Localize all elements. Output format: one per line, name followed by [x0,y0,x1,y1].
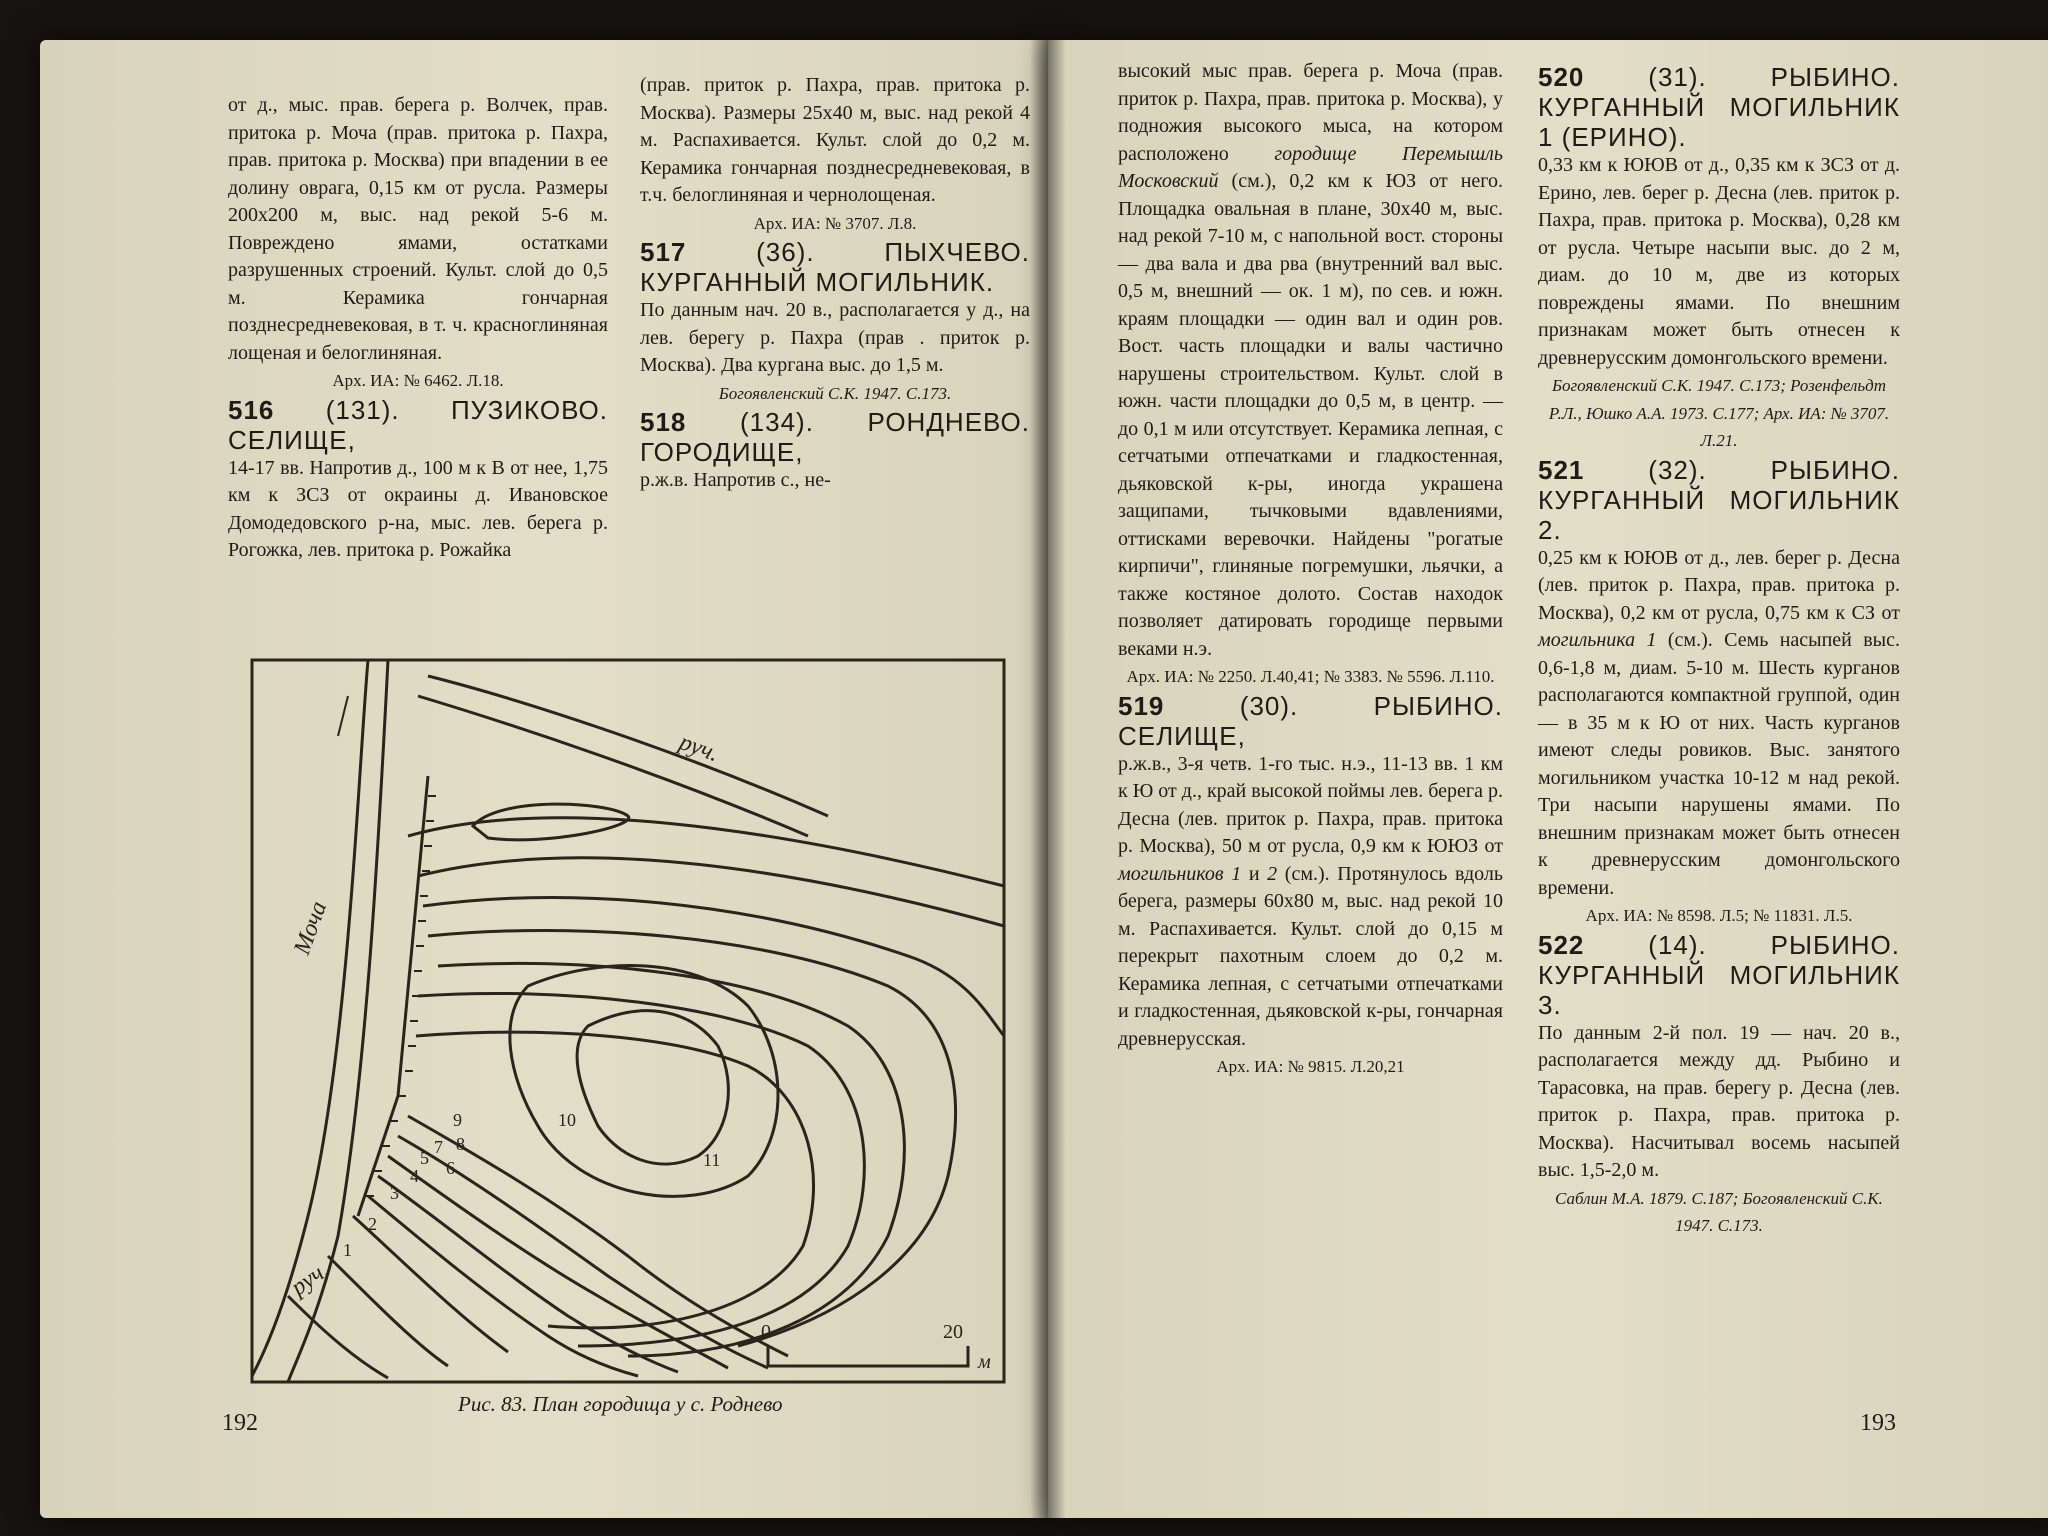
entry-heading-516 [228,395,608,455]
entry-title: (14). РЫБИНО. КУРГАННЫЙ МОГИЛЬНИК 3. [1538,929,1900,1020]
text-run-italic: 2 [1267,862,1278,885]
entry-number: 519 [1118,690,1165,721]
contour-label: 6 [446,1158,455,1178]
left-column-1 [228,92,608,565]
contour-line [473,804,629,840]
right-column-2 [1538,62,1900,1240]
map-label-stream-top: руч. [675,729,723,768]
entry-number: 521 [1538,454,1585,485]
contour-label: 9 [453,1110,462,1130]
right-column-1 [1118,58,1503,1081]
contour-label: 7 [434,1137,443,1157]
text-run: 0,25 км к ЮЮВ от д., лев. берег р. Десна (лев. приток р. Пахра, прав. притока р. Москва), 0,2 км от русла, 0,75 км к СЗ от [1538,546,1900,624]
entry-number: 522 [1538,929,1585,960]
contour-label: 8 [456,1134,465,1154]
entry-heading-522 [1538,930,1900,1020]
text-run: р.ж.в., 3-я четв. 1-го тыс. н.э., 11-13 вв. 1 км к Ю от д., край высокой поймы лев. берега р. Десна (лев. приток р. Пахра, прав. притока р. Москва), 50 м от русла, 0,9 км к ЮЮЗ от [1118,752,1503,857]
reference: Арх. ИА: № 8598. Л.5; № 11831. Л.5. [1585,906,1853,925]
text-run: (см.), 0,2 км к ЮЗ от него. Площадка овальная в плане, 30x40 м, выс. над рекой 7-10 м, с напольной вост. стороны — два вала и два рва (внутренний вал выс. 0,5 м, внешний — ок. 1 м), по сев. и южн. краям площадки — один вал и один ров. Вост. часть площадки и валы частично нарушены строительством. Культ. слой в южн. части площадки до 0,5 м, в центр. — до 0,1 м или отсутствует. Керамика лепная, с сетчатыми отпечатками и гладкостенная, дьяковской к-ры, иногда украшена защипами, тычковыми вдавлениями, оттисками веревочки. Найдены "рогатые кирпичи", глиняные погремушки, льячки, а также костяное долото. Состав находок позволяет датировать городище первыми веками н.э. [1118,170,1503,660]
contour-line [408,1116,788,1356]
entry-heading-519 [1118,691,1503,751]
entry-number: 520 [1538,62,1585,92]
river-marker-line [338,696,348,736]
contour-map-figure [248,656,1008,1386]
scale-label-zero: 0 [761,1321,771,1343]
reference: Арх. ИА: № 2250. Л.40,41; № 3383. № 5596. Л.110. [1126,667,1495,686]
contour-line-11 [577,1011,728,1164]
entry-title: (134). РОНДНЕВО. ГОРОДИЩЕ, [640,407,1030,467]
contour-line [418,858,1004,926]
contour-label: 3 [390,1183,399,1203]
entry-number: 517 [640,237,687,267]
book-gutter [1030,40,1066,1518]
map-label-river: Моча [289,897,333,959]
contour-label: 5 [420,1148,429,1168]
scale-label-unit: м [978,1351,991,1373]
reference: Арх. ИА: № 3707. Л.8. [753,213,917,233]
contour-line [288,1296,388,1378]
entry-text-518: р.ж.в. Напротив с., не- [640,469,831,491]
contour-label: 4 [410,1166,419,1186]
entry-text-521 [1538,545,1900,903]
text-run: (см.). Семь насыпей выс. 0,6-1,8 м, диам. 5-10 м. Шесть курганов располагаются компактной группой, один — в 35 м к Ю от них. Часть курганов имеют следы ровиков. Выс. занятого могильником участка 10-12 м над рекой. Три насыпи нарушены ямами. По внешним признакам может быть отнесен к древнерусским домонгольского времени. [1538,629,1900,899]
paragraph: (прав. приток р. Пахра, прав. притока р. Москва). Размеры 25x40 м, выс. над рекой 4 м. Распахивается. Культ. слой до 0,2 м. Керамика гончарная позднесредневековая, в т.ч. белоглиняная и чернолощеная. [640,74,1030,206]
paragraph: от д., мыс. прав. берега р. Волчек, прав. притока р. Моча (прав. притока р. Пахра, прав. притока р. Москва) при впадении в ее долину оврага, 0,15 км от русла. Размеры 200x200 м, выс. над рекой 5-6 м. Повреждено ямами, остатками разрушенных строений. Культ. слой до 0,5 м. Керамика гончарная позднесредневековая, в т. ч. красноглиняная лощеная и белоглиняная. [228,94,608,364]
contour-line [418,993,864,1346]
entry-number: 516 [228,394,275,425]
paragraph [1118,58,1503,663]
entry-text-516: 14-17 вв. Напротив д., 100 м к В от нее, 1,75 км к ЗСЗ от окраины д. Ивановское Домодедовского р-на, мыс. лев. берега р. Рогожка, лев. притока р. Рожайка [228,456,608,561]
entry-title: (30). РЫБИНО. СЕЛИЩЕ, [1118,690,1503,751]
reference: Арх. ИА: № 9815. Л.20,21 [1216,1057,1405,1076]
figure-caption: Рис. 83. План городища у с. Роднево [458,1392,783,1416]
contour-line [353,1216,508,1352]
entry-title: (36). ПЫХЧЕВО. КУРГАННЫЙ МОГИЛЬНИК. [640,237,1030,297]
reference: Арх. ИА: № 6462. Л.18. [332,371,504,390]
entry-text-519 [1118,751,1503,1054]
entry-text-520: 0,33 км к ЮЮВ от д., 0,35 км к ЗСЗ от д. Ерино, лев. берег р. Десна (лев. приток р. Пахра, прав. притока р. Москва), 0,28 км от русла. Четыре насыпи выс. до 2 м, диам. до 10 м, две из которых повреждены ямами. По внешним признакам может быть отнесен к древнерусским домонгольского времени. [1538,154,1900,369]
entry-title: (31). РЫБИНО. КУРГАННЫЙ МОГИЛЬНИК 1 (ЕРИНО). [1538,62,1900,152]
entry-heading-520 [1538,62,1900,152]
entry-title: (131). ПУЗИКОВО. СЕЛИЩЕ, [228,394,608,455]
scale-label-value: 20 [943,1321,963,1343]
reference: Саблин М.А. 1879. С.187; Богоявленский С.К. 1947. С.173. [1555,1188,1883,1235]
text-run: (см.). Протянулось вдоль берега, размеры 60x80 м, выс. над рекой 10 м. Распахивается. Культ. слой до 0,15 м перекрыт пахотным слоем до 0,2 м. Керамика лепная, с сетчатыми отпечатками и гладкостенная, дьяковской к-ры, гончарная древнерусская. [1118,862,1504,1050]
entry-heading-517 [640,237,1030,297]
entry-heading-521 [1538,455,1900,545]
contour-label: 11 [703,1150,721,1170]
contour-label: 10 [558,1110,576,1130]
entry-heading-518 [640,407,1030,467]
page-number-right: 193 [1860,1410,1896,1436]
left-column-2 [640,72,1030,495]
stream-line [418,696,808,836]
contour-line [408,818,1004,886]
page-number-left: 192 [222,1410,258,1436]
contour-line [388,1156,728,1368]
reference: Богоявленский С.К. 1947. С.173. [718,383,952,403]
entry-number: 518 [640,407,687,437]
contour-label: 2 [368,1214,377,1234]
text-run-italic: могильника 1 [1538,629,1657,651]
stream-line [428,676,828,816]
text-run-italic: могильников 1 [1118,862,1242,885]
entry-text-517: По данным нач. 20 в., располагается у д., на лев. берегу р. Пахра (прав . приток р. Москва). Два кургана выс. до 1,5 м. [640,299,1030,376]
entry-text-522: По данным 2-й пол. 19 — нач. 20 в., располагается между дд. Рыбино и Тарасовка, на прав. берегу р. Десна (лев. приток р. Пахра, прав. притока р. Москва). Насчитывал восемь насыпей выс. 1,5-2,0 м. [1538,1021,1900,1181]
contour-label: 1 [343,1240,352,1260]
contour-line [438,964,904,1357]
reference: Богоявленский С.К. 1947. С.173; Розенфельдт Р.Л., Юшко А.А. 1973. С.177; Арх. ИА: № 3707. Л.21. [1548,376,1890,450]
text-run: и [1248,862,1260,885]
text-run-italic: городище Перемышль Московский [1118,142,1503,192]
entry-title: (32). РЫБИНО. КУРГАННЫЙ МОГИЛЬНИК 2. [1538,454,1900,545]
scale-bar [768,1346,968,1366]
text-run: высокий мыс прав. берега р. Моча (прав. приток р. Пахра, прав. притока р. Москва), у подножия высокого мыса, на котором расположено [1118,60,1503,165]
map-label-stream-bottom: руч. [286,1256,335,1301]
